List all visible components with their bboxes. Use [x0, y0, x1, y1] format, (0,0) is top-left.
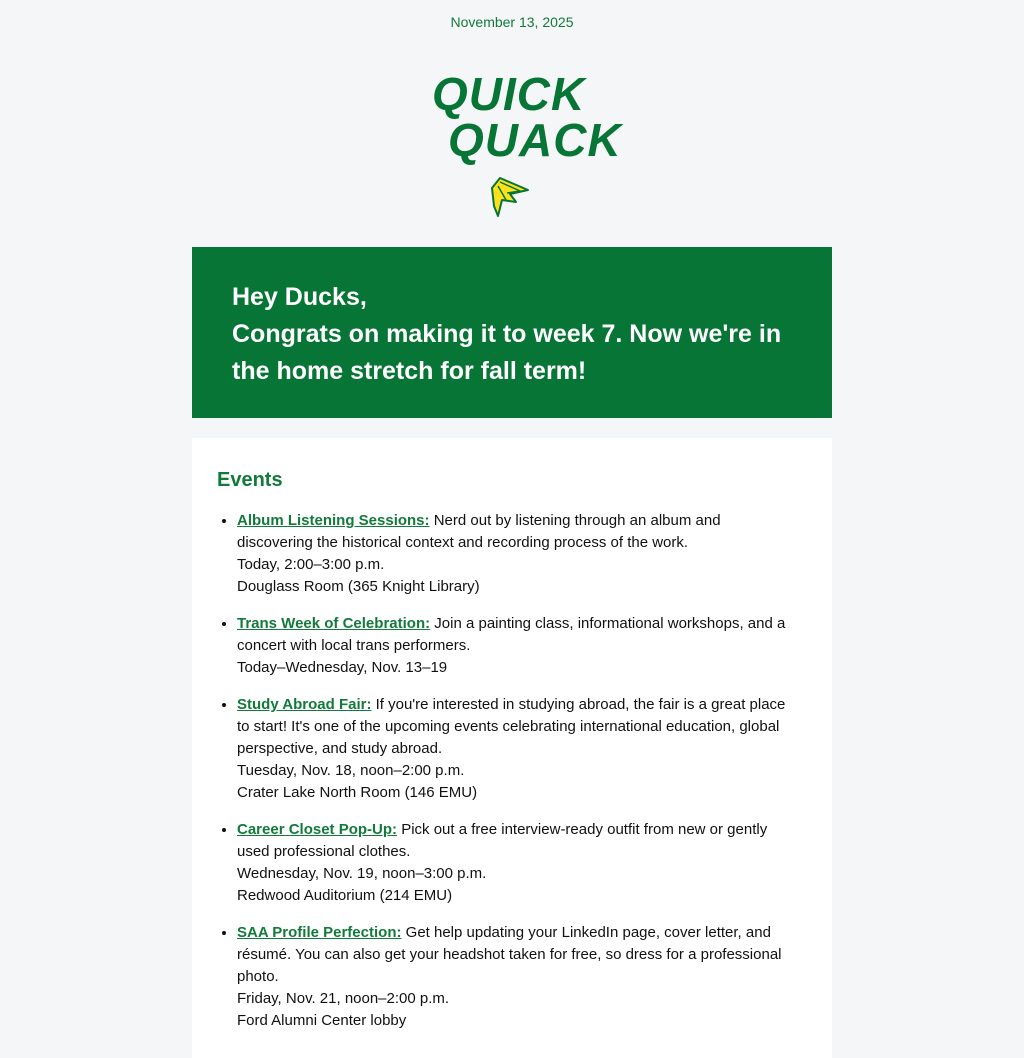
hero-message-line2: the home stretch for fall term! — [232, 357, 587, 385]
hero-greeting: Hey Ducks, — [232, 283, 367, 311]
event-description: Join a painting class, informational workshops, and a concert with local trans performers. — [237, 615, 786, 654]
events-list — [217, 510, 807, 1032]
event-time: Wednesday, Nov. 19, noon–3:00 p.m. — [237, 865, 487, 882]
hero-banner — [192, 247, 832, 418]
event-location: Ford Alumni Center lobby — [237, 1012, 407, 1029]
events-card — [192, 438, 832, 1058]
newsletter-date: November 13, 2025 — [450, 14, 574, 30]
event-link-album-listening[interactable]: Album Listening Sessions: — [237, 512, 430, 529]
event-description: Pick out a free interview-ready outfit from new or gently used professional clothes. — [237, 821, 768, 860]
event-time: Today–Wednesday, Nov. 13–19 — [237, 659, 448, 676]
event-time: Tuesday, Nov. 18, noon–2:00 p.m. — [237, 762, 465, 779]
event-item-saa-profile — [237, 922, 807, 1032]
event-item-career-closet — [237, 819, 807, 907]
event-time: Friday, Nov. 21, noon–2:00 p.m. — [237, 990, 450, 1007]
event-link-career-closet[interactable]: Career Closet Pop-Up: — [237, 821, 398, 838]
event-item-album-listening — [237, 510, 807, 598]
event-description: Nerd out by listening through an album and discovering the historical context and recording process of the work. — [237, 512, 721, 551]
hero-message-line1: Congrats on making it to week 7. Now we're in — [232, 320, 782, 348]
event-location: Douglass Room (365 Knight Library) — [237, 578, 480, 595]
event-link-saa-profile[interactable]: SAA Profile Perfection: — [237, 924, 402, 941]
event-description: Get help updating your LinkedIn page, cover letter, and résumé. You can also get your headshot taken for free, so dress for a professional photo. — [237, 924, 782, 985]
event-description: If you're interested in studying abroad, the fair is a great place to start! It's one of the upcoming events celebrating international education, global perspective, and study abroad. — [237, 696, 786, 757]
duck-foot-icon — [492, 178, 528, 216]
quick-quack-logo[interactable] — [428, 68, 622, 220]
events-heading: Events — [217, 469, 283, 491]
event-location: Crater Lake North Room (146 EMU) — [237, 784, 478, 801]
logo-text-quick: QUICK — [432, 68, 586, 120]
logo-text-quack: QUACK — [448, 114, 622, 166]
event-time: Today, 2:00–3:00 p.m. — [237, 556, 385, 573]
event-item-study-abroad-fair — [237, 694, 807, 804]
event-link-trans-week[interactable]: Trans Week of Celebration: — [237, 615, 431, 632]
event-item-trans-week — [237, 613, 807, 679]
event-link-study-abroad-fair[interactable]: Study Abroad Fair: — [237, 696, 372, 713]
event-location: Redwood Auditorium (214 EMU) — [237, 887, 453, 904]
